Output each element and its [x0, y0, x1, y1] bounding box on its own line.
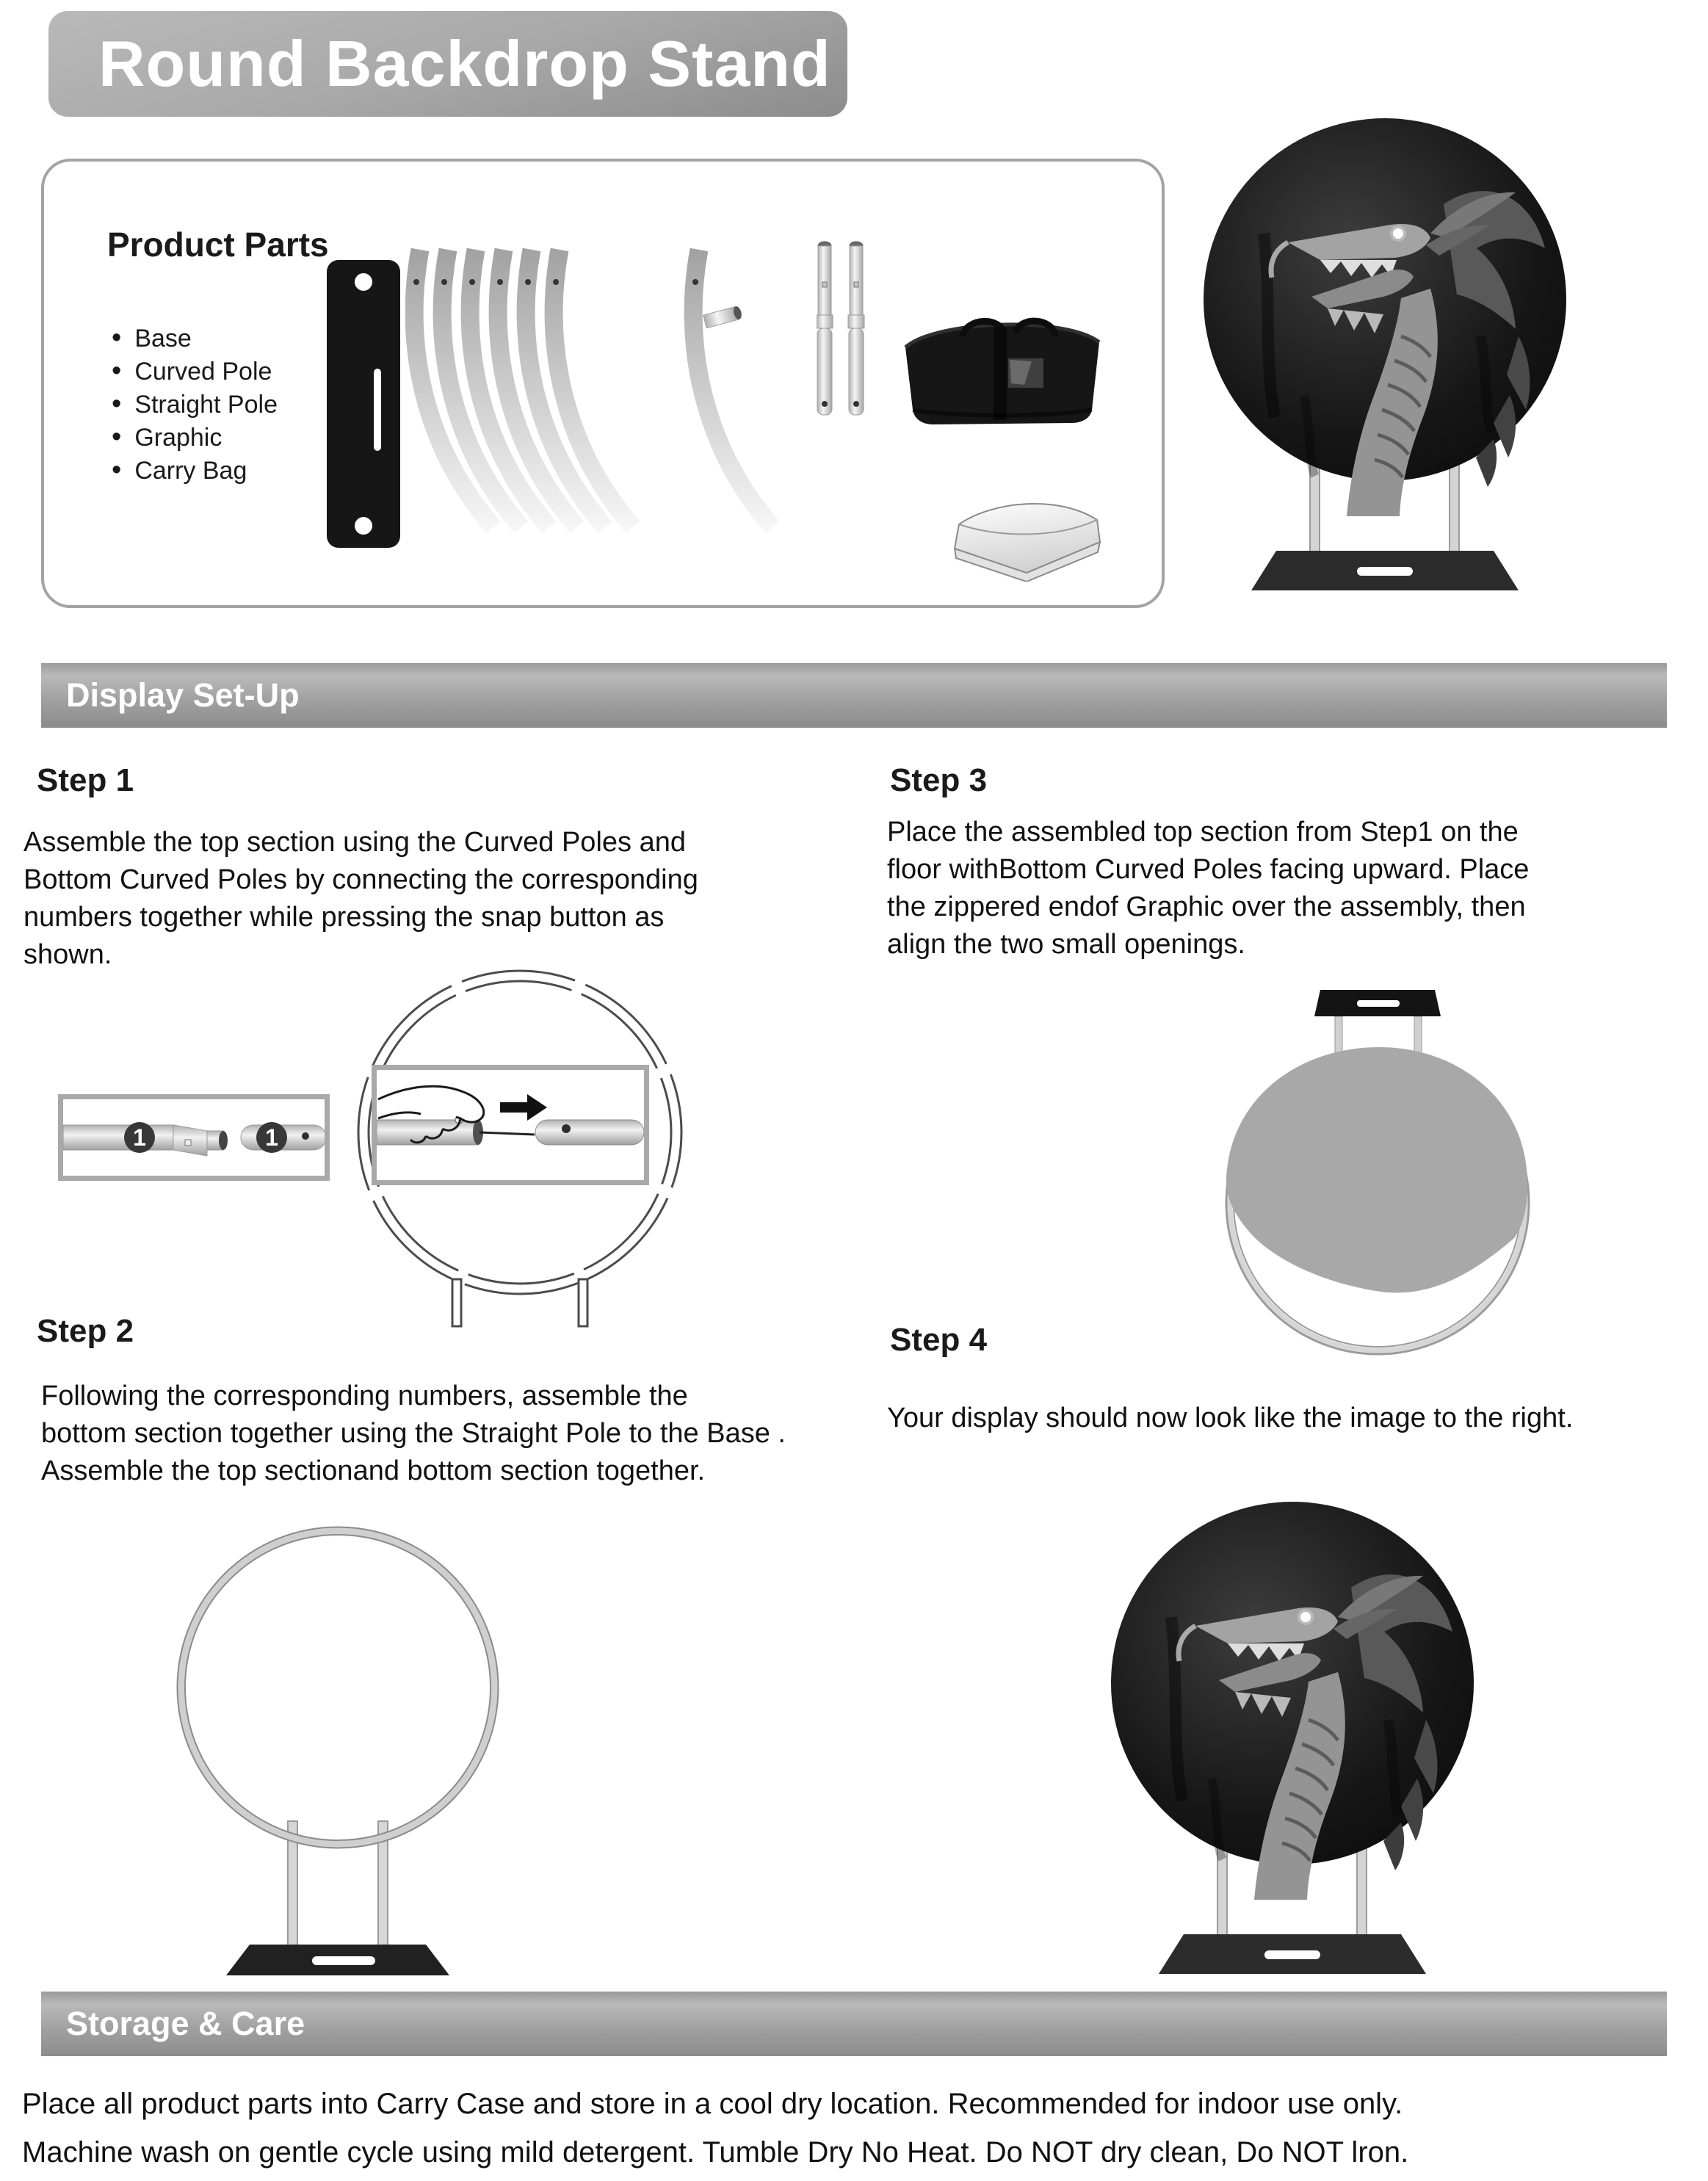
text-line: Place all product parts into Carry Case and store in a cool dry location. Recommended for indoor use only. [22, 2088, 1403, 2120]
text-line: bottom section together using the Straight Pole to the Base . [41, 1418, 786, 1449]
finished-display-photo [1109, 1500, 1476, 1984]
part-label: Base [134, 325, 192, 352]
list-item [112, 355, 278, 388]
bottom-curved-pole-stub [703, 305, 743, 328]
part-label: Curved Pole [134, 358, 272, 386]
list-item [112, 421, 278, 454]
page-title-banner [48, 11, 847, 117]
list-item [112, 322, 278, 355]
straight-pole [817, 242, 833, 415]
product-parts-list [112, 322, 278, 487]
text-line: Your display should now look like the image to the right. [887, 1403, 1574, 1433]
step1-text [23, 824, 698, 974]
pole-number: 1 [265, 1124, 278, 1151]
bullet-icon: • [112, 355, 122, 386]
text-line: Following the corresponding numbers, assemble the [41, 1381, 688, 1411]
text-line: shown. [23, 939, 112, 970]
numbered-poles-graphic [63, 1099, 325, 1176]
section-banner-storage-care: Storage & Care [41, 1992, 1667, 2056]
arrow-right-icon [500, 1094, 547, 1121]
section-banner-display-setup: Display Set-Up [41, 663, 1667, 728]
text-line: align the two small openings. [887, 929, 1245, 960]
storage-care-text [22, 2080, 1689, 2177]
step3-label: Step 3 [890, 762, 988, 798]
part-label: Graphic [134, 424, 222, 452]
step3-graphic-diagram [1210, 983, 1544, 1364]
bullet-icon: • [112, 322, 122, 353]
text-line: Place the assembled top section from Step1 on the [887, 817, 1519, 847]
text-line: Assemble the top section using the Curved Poles and [23, 827, 686, 858]
step2-text [41, 1378, 786, 1490]
step1-label: Step 1 [37, 762, 134, 798]
step3-text [887, 814, 1529, 963]
step4-label: Step 4 [890, 1322, 988, 1358]
step2-label: Step 2 [37, 1313, 134, 1349]
pole-numbering-inset [58, 1094, 330, 1181]
straight-poles-graphic [817, 239, 872, 422]
base-plate-graphic [325, 258, 402, 549]
text-line: Bottom Curved Poles by connecting the corresponding [23, 864, 698, 895]
text-line: floor withBottom Curved Poles facing upward. Place [887, 854, 1530, 885]
part-label: Carry Bag [134, 457, 247, 485]
text-line: Machine wash on gentle cycle using mild detergent. Tumble Dry No Heat. Do NOT dry clean, Do NOT lron. [22, 2136, 1409, 2169]
bullet-icon: • [112, 455, 122, 485]
step4-text [887, 1400, 1573, 1437]
bullet-icon: • [112, 388, 122, 419]
page-title: Round Backdrop Stand [98, 27, 831, 100]
ring-leg [579, 1279, 587, 1326]
assembled-display-photo [1201, 116, 1568, 601]
curved-poles-graphic [405, 242, 802, 551]
text-line: numbers together while pressing the snap button as [23, 902, 665, 933]
product-parts-heading: Product Parts [107, 225, 329, 264]
part-label: Straight Pole [134, 391, 278, 419]
folded-graphic [949, 479, 1107, 582]
list-item [112, 388, 278, 421]
text-line: Assemble the top sectionand bottom section together. [41, 1455, 706, 1486]
straight-pole [848, 242, 864, 415]
list-item [112, 454, 278, 487]
snap-button-graphic [377, 1070, 644, 1180]
pole-number: 1 [133, 1124, 146, 1151]
graphic-fabric [1226, 1047, 1527, 1292]
carry-bag-graphic [892, 307, 1112, 428]
snap-button-inset [372, 1065, 649, 1185]
ring-leg [452, 1279, 461, 1326]
bullet-icon: • [112, 422, 122, 452]
text-line: the zippered endof Graphic over the assembly, then [887, 891, 1526, 922]
step2-frame-diagram [176, 1505, 499, 1984]
